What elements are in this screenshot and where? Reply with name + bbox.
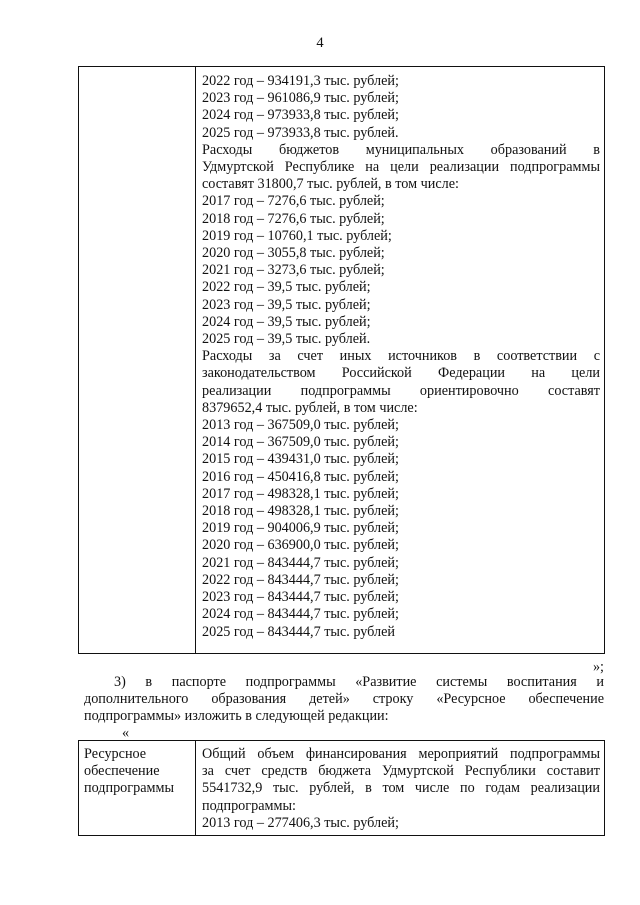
text-line: 2024 год – 843444,7 тыс. рублей; <box>202 606 399 623</box>
row-label-line: подпрограммы <box>84 780 174 797</box>
text-line: 2020 год – 3055,8 тыс. рублей; <box>202 245 385 262</box>
table-cell-left <box>84 746 192 798</box>
text-line: Расходы бюджетов муниципальных образований в <box>202 141 600 158</box>
text-line: Общий объем финансирования мероприятий подпрограммы <box>202 746 600 762</box>
text-line: 2023 год – 961086,9 тыс. рублей; <box>202 90 399 107</box>
text-line: реализации подпрограммы ориентировочно составят <box>202 382 600 399</box>
paragraph-line: 3) в паспорте подпрограммы «Развитие системы воспитания и <box>114 674 604 690</box>
table-column-divider <box>195 67 196 653</box>
text-line: 2023 год – 843444,7 тыс. рублей; <box>202 589 399 606</box>
text-line: 2024 год – 39,5 тыс. рублей; <box>202 313 371 330</box>
text-line: 2020 год – 636900,0 тыс. рублей; <box>202 537 399 554</box>
text-line: 2021 год – 843444,7 тыс. рублей; <box>202 554 399 571</box>
resource-table-continued <box>78 66 605 654</box>
text-line: 2022 год – 934191,3 тыс. рублей; <box>202 73 399 89</box>
resource-table-new <box>78 740 605 836</box>
row-label-line: Ресурсное <box>84 746 147 762</box>
text-line: 2024 год – 973933,8 тыс. рублей; <box>202 107 399 124</box>
text-line: 2019 год – 10760,1 тыс. рублей; <box>202 227 392 244</box>
paragraph-line: подпрограммы» изложить в следующей редакции: <box>84 708 389 725</box>
text-line: 2013 год – 367509,0 тыс. рублей; <box>202 417 399 434</box>
text-line: 2017 год – 498328,1 тыс. рублей; <box>202 485 399 502</box>
text-line: Удмуртской Республике на цели реализации подпрограммы <box>202 159 600 176</box>
page-number: 4 <box>316 35 324 51</box>
opening-quote: « <box>122 725 130 741</box>
text-line: Расходы за счет иных источников в соответствии с <box>202 348 600 365</box>
text-line: 2019 год – 904006,9 тыс. рублей; <box>202 520 399 537</box>
text-line: 2025 год – 843444,7 тыс. рублей <box>202 623 395 640</box>
text-line: 2014 год – 367509,0 тыс. рублей; <box>202 434 399 451</box>
text-line: 2013 год – 277406,3 тыс. рублей; <box>202 814 399 831</box>
paragraph-line: дополнительного образования детей» строку «Ресурсное обеспечение <box>84 691 604 708</box>
table-cell-right <box>202 73 600 641</box>
text-line: за счет средств бюджета Удмуртской Республики составит <box>202 763 600 780</box>
closing-quote: »; <box>592 659 604 675</box>
text-line: подпрограммы: <box>202 797 296 814</box>
text-line: 2022 год – 843444,7 тыс. рублей; <box>202 571 399 588</box>
amendment-paragraph <box>84 674 604 726</box>
text-line: 2022 год – 39,5 тыс. рублей; <box>202 279 371 296</box>
text-line: 2025 год – 39,5 тыс. рублей. <box>202 331 371 348</box>
table-column-divider <box>195 741 196 835</box>
text-line: 2025 год – 973933,8 тыс. рублей. <box>202 124 399 141</box>
text-line: 5541732,9 тыс. рублей, в том числе по годам реализации <box>202 780 600 797</box>
text-line: 2021 год – 3273,6 тыс. рублей; <box>202 262 385 279</box>
text-line: 2015 год – 439431,0 тыс. рублей; <box>202 451 399 468</box>
text-line: составят 31800,7 тыс. рублей, в том числе: <box>202 176 459 193</box>
text-line: 2018 год – 7276,6 тыс. рублей; <box>202 210 385 227</box>
table-cell-right <box>202 746 600 832</box>
text-line: 2023 год – 39,5 тыс. рублей; <box>202 296 371 313</box>
text-line: 2018 год – 498328,1 тыс. рублей; <box>202 503 399 520</box>
text-line: 2017 год – 7276,6 тыс. рублей; <box>202 193 385 210</box>
row-label-line: обеспечение <box>84 763 160 780</box>
text-line: 2016 год – 450416,8 тыс. рублей; <box>202 468 399 485</box>
text-line: 8379652,4 тыс. рублей, в том числе: <box>202 399 418 416</box>
text-line: законодательством Российской Федерации на цели <box>202 365 600 382</box>
